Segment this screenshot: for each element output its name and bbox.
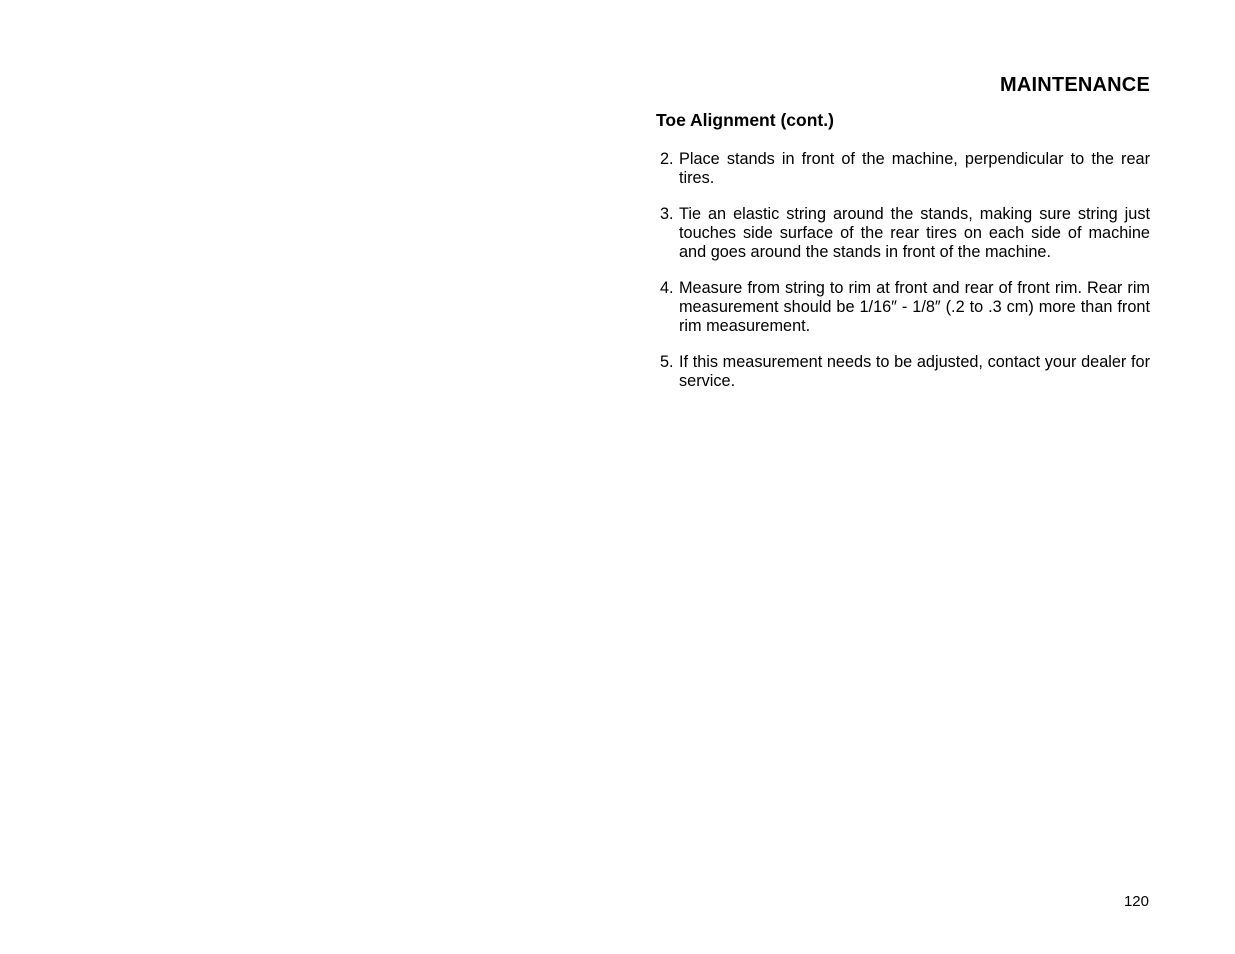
step-item bbox=[660, 279, 1150, 336]
step-number: 4. bbox=[660, 279, 674, 297]
step-text: If this measurement needs to be adjusted, contact your dealer for service. bbox=[679, 353, 1150, 390]
instruction-steps bbox=[660, 150, 1150, 408]
page-number: 120 bbox=[1123, 893, 1149, 910]
step-text: Tie an elastic string around the stands, making sure string just touches side surface of the rear tires on each side of machine and goes around the stands in front of the machine. bbox=[679, 205, 1150, 261]
step-text: Measure from string to rim at front and rear of front rim. Rear rim measurement should be 1/16″ - 1/8″ (.2 to .3 cm) more than front rim measurement. bbox=[679, 279, 1150, 335]
step-text: Place stands in front of the machine, perpendicular to the rear tires. bbox=[679, 150, 1150, 187]
step-item bbox=[660, 205, 1150, 262]
step-number: 5. bbox=[660, 353, 674, 371]
page-section-heading: MAINTENANCE bbox=[1000, 74, 1150, 96]
step-number: 3. bbox=[660, 205, 674, 223]
section-title: Toe Alignment (cont.) bbox=[656, 110, 834, 130]
step-number: 2. bbox=[660, 150, 674, 168]
step-item bbox=[660, 353, 1150, 391]
step-item bbox=[660, 150, 1150, 188]
